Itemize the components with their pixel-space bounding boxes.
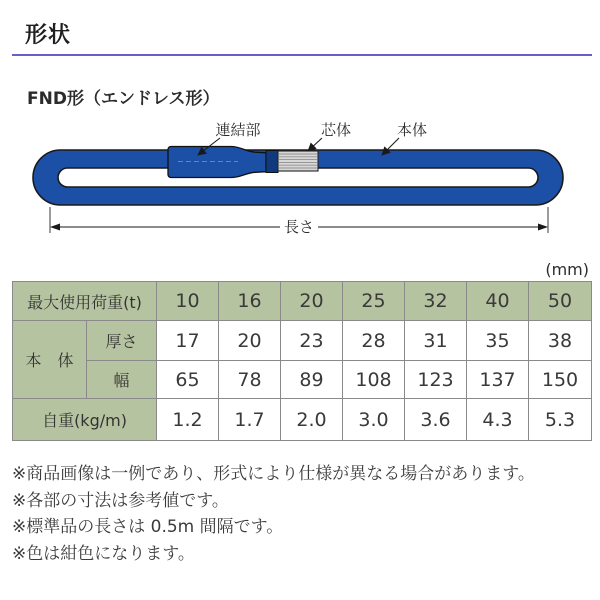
thickness-value-cell: 23 — [281, 321, 343, 361]
thickness-label: 厚さ — [87, 321, 157, 361]
thickness-value-cell: 28 — [343, 321, 405, 361]
thickness-value-cell: 35 — [467, 321, 529, 361]
sleeve-end-segment — [266, 151, 278, 173]
thickness-value-cell: 31 — [405, 321, 467, 361]
page-subtitle: FND形（エンドレス形） — [27, 89, 220, 109]
max-load-header: 最大使用荷重(t) — [13, 282, 157, 321]
weight-value-cell: 2.0 — [281, 399, 343, 441]
notes — [12, 461, 535, 567]
note-line: ※標準品の長さは 0.5m 間隔です。 — [12, 517, 284, 537]
note-line: ※商品画像は一例であり、形式により仕様が異なる場合があります。 — [12, 464, 535, 484]
weight-value-cell: 1.7 — [219, 399, 281, 441]
load-value-cell: 16 — [219, 282, 281, 321]
weight-label: 自重(kg/m) — [13, 399, 157, 441]
weight-value-cell: 5.3 — [529, 399, 592, 441]
width-value-cell: 123 — [405, 361, 467, 399]
unit-label: (mm) — [545, 260, 589, 279]
table-row-thickness — [13, 321, 592, 361]
width-value-cell: 150 — [529, 361, 592, 399]
width-value-cell: 65 — [157, 361, 219, 399]
table-row-header — [13, 282, 592, 321]
note-line: ※各部の寸法は参考値です。 — [12, 490, 229, 511]
weight-value-cell: 4.3 — [467, 399, 529, 441]
width-value-cell: 108 — [343, 361, 405, 399]
load-value-cell: 50 — [529, 282, 592, 321]
load-value-cell: 25 — [343, 282, 405, 321]
sling-diagram — [0, 105, 600, 250]
thickness-value-cell: 20 — [219, 321, 281, 361]
thickness-value-cell: 38 — [529, 321, 592, 361]
core-section — [278, 151, 318, 171]
length-label: 長さ — [283, 218, 315, 236]
connector-label: 連結部 — [215, 121, 261, 139]
weight-value-cell: 3.6 — [405, 399, 467, 441]
table-row-weight — [13, 399, 592, 441]
core-label: 芯体 — [320, 121, 352, 139]
width-value-cell: 137 — [467, 361, 529, 399]
load-value-cell: 20 — [281, 282, 343, 321]
weight-value-cell: 1.2 — [157, 399, 219, 441]
note-line: ※色は紺色になります。 — [12, 543, 195, 564]
width-value-cell: 78 — [219, 361, 281, 399]
length-arrow-right — [538, 224, 548, 231]
core-label-line — [308, 138, 322, 151]
thickness-value-cell: 17 — [157, 321, 219, 361]
length-arrow-left — [50, 224, 60, 231]
width-label: 幅 — [87, 361, 157, 399]
spec-table — [12, 281, 592, 441]
body-label: 本体 — [396, 121, 428, 139]
title-underline — [12, 54, 592, 56]
table-row-width — [13, 361, 592, 399]
load-value-cell: 32 — [405, 282, 467, 321]
weight-value-cell: 3.0 — [343, 399, 405, 441]
load-value-cell: 40 — [467, 282, 529, 321]
body-group-label: 本 体 — [13, 321, 87, 399]
load-value-cell: 10 — [157, 282, 219, 321]
page-title: 形状 — [25, 23, 72, 48]
width-value-cell: 89 — [281, 361, 343, 399]
